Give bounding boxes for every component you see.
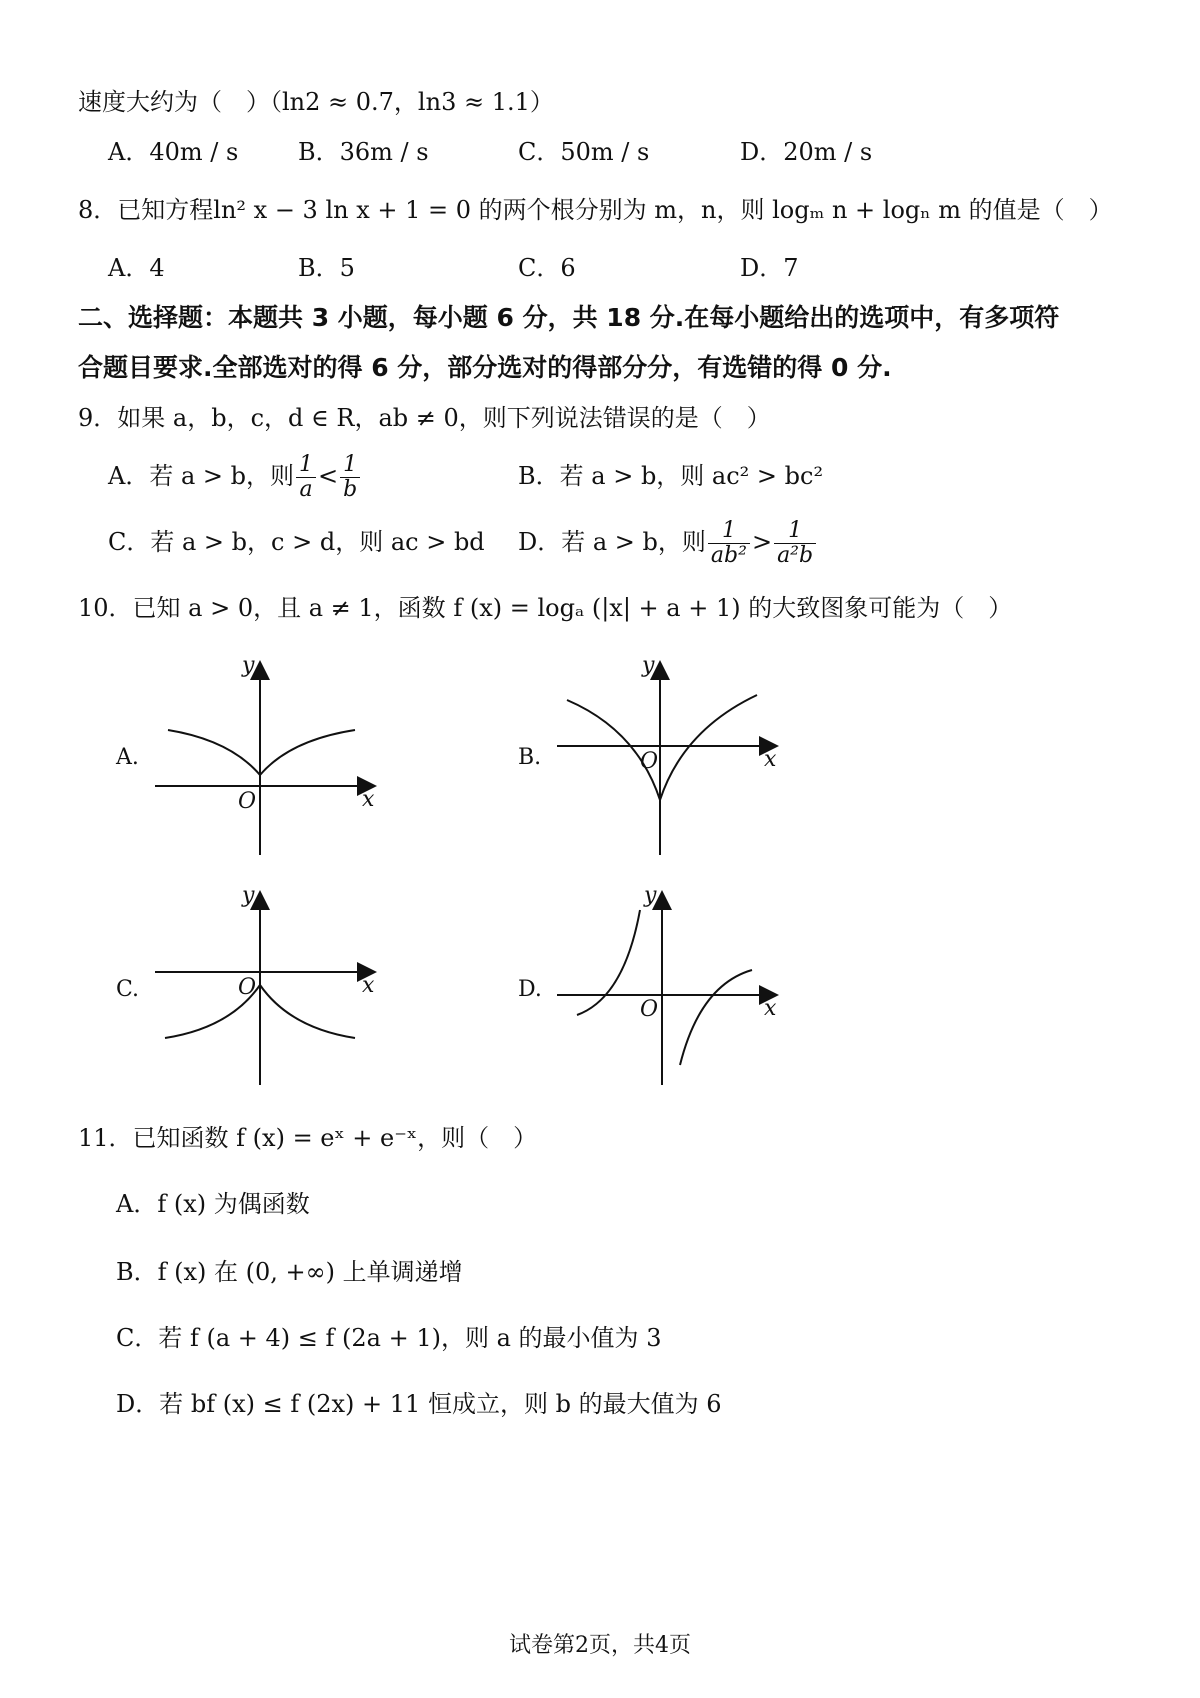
q8-option-b: B．5 xyxy=(298,254,355,282)
q9-d-frac1-den: ab² xyxy=(710,543,747,568)
graph-d-origin: O xyxy=(640,997,659,1022)
q9-option-d-prefix: D．若 a > b，则 xyxy=(518,528,706,556)
graph-c-x-label: x xyxy=(362,973,375,998)
q9-option-a-prefix: A．若 a > b，则 xyxy=(108,462,294,490)
q9-a-frac1-den: a xyxy=(299,477,313,502)
graph-b-x-label: x xyxy=(764,747,777,772)
q9-option-d-frac1 xyxy=(708,519,750,568)
graph-c-y-label: y xyxy=(242,883,255,908)
q11-option-a: A．f (x) 为偶函数 xyxy=(116,1190,310,1218)
graph-c-label: C. xyxy=(116,977,140,1002)
q9-d-operator: > xyxy=(751,528,773,556)
graph-b-origin: O xyxy=(640,749,659,774)
q9-a-frac2-den: b xyxy=(343,477,358,502)
graph-d-y-label: y xyxy=(644,883,657,908)
graph-a-x-label: x xyxy=(362,787,375,812)
q7-option-c: C．50m / s xyxy=(518,138,650,166)
graph-a xyxy=(150,650,390,860)
graph-a-curve xyxy=(168,730,355,775)
graph-d-curve-right xyxy=(680,970,752,1065)
q9-option-b: B．若 a > b，则 ac² > bc² xyxy=(518,462,824,490)
q9-a-frac2-num: 1 xyxy=(340,453,360,478)
q11-option-d: D．若 bf (x) ≤ f (2x) + 11 恒成立，则 b 的最大值为 6 xyxy=(116,1390,722,1418)
graph-b xyxy=(552,650,792,860)
q9-a-frac1-num: 1 xyxy=(296,453,316,478)
graph-d xyxy=(552,880,792,1090)
q9-option-a-frac2 xyxy=(340,453,360,502)
q7-option-b: B．36m / s xyxy=(298,138,429,166)
graph-a-origin: O xyxy=(238,789,257,814)
q9-a-operator: < xyxy=(318,462,339,490)
graph-c-origin: O xyxy=(238,975,257,1000)
page-footer: 试卷第2页，共4页 xyxy=(509,1633,691,1658)
graph-b-curve xyxy=(567,695,757,800)
q8-option-c: C．6 xyxy=(518,254,576,282)
q10-stem: 10．已知 a > 0，且 a ≠ 1，函数 f (x) = logₐ (|x| + a + 1) 的大致图象可能为（ ） xyxy=(78,594,1013,622)
q11-option-b: B．f (x) 在 (0, +∞) 上单调递增 xyxy=(116,1258,463,1286)
q9-option-a xyxy=(108,448,362,504)
q9-option-d xyxy=(518,514,818,570)
graph-a-label: A. xyxy=(116,745,139,770)
graph-d-label: D. xyxy=(518,977,542,1002)
q8-stem: 8．已知方程ln² x − 3 ln x + 1 = 0 的两个根分别为 m，n，则 logₘ n + logₙ m 的值是（ ） xyxy=(78,196,1113,224)
section2-heading-line2: 合题目要求.全部选对的得 6 分，部分选对的得部分分，有选错的得 0 分. xyxy=(78,353,892,382)
q8-option-d: D．7 xyxy=(740,254,799,282)
graph-a-y-label: y xyxy=(242,653,255,678)
q9-stem: 9．如果 a，b，c，d ∈ R，ab ≠ 0，则下列说法错误的是（ ） xyxy=(78,404,771,432)
q11-option-c: C．若 f (a + 4) ≤ f (2a + 1)，则 a 的最小值为 3 xyxy=(116,1324,662,1352)
q9-option-a-frac1 xyxy=(296,453,316,502)
section2-heading-line1: 二、选择题：本题共 3 小题，每小题 6 分，共 18 分.在每小题给出的选项中，有多项符 xyxy=(78,303,1060,332)
q9-d-frac2-den: a²b xyxy=(777,543,814,568)
q7-option-d: D．20m / s xyxy=(740,138,873,166)
q9-d-frac2-num: 1 xyxy=(774,519,816,544)
q9-option-d-frac2 xyxy=(774,519,816,568)
graph-d-x-label: x xyxy=(764,996,777,1021)
q8-option-a: A．4 xyxy=(108,254,165,282)
q9-d-frac1-num: 1 xyxy=(708,519,750,544)
graph-d-curve-left xyxy=(577,910,640,1015)
q11-stem: 11．已知函数 f (x) = eˣ + e⁻ˣ，则（ ） xyxy=(78,1124,538,1152)
graph-b-y-label: y xyxy=(642,653,655,678)
graph-b-label: B. xyxy=(518,745,542,770)
q7-stem-tail: 速度大约为（ ）（ln2 ≈ 0.7，ln3 ≈ 1.1） xyxy=(78,88,554,116)
q9-option-c: C．若 a > b，c > d，则 ac > bd xyxy=(108,528,485,556)
graph-c xyxy=(150,880,390,1090)
q7-option-a: A．40m / s xyxy=(108,138,239,166)
